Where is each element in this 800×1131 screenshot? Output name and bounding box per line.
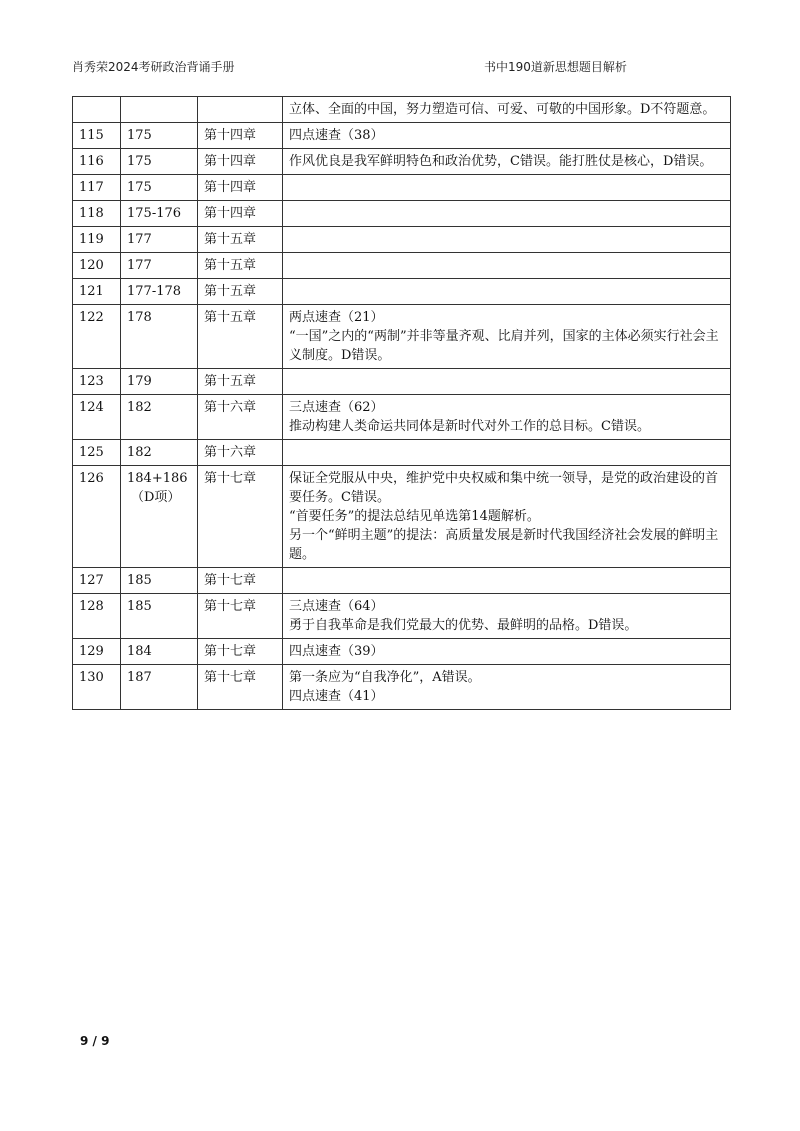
page-ref: 184+186 xyxy=(127,471,188,486)
analysis-line: 四点速查（39） xyxy=(289,644,384,659)
table-row xyxy=(73,639,731,665)
page-ref-cell xyxy=(121,594,198,639)
page-ref-cell xyxy=(121,369,198,395)
page-ref: 177-178 xyxy=(127,284,182,299)
chapter-cell: 第十五章 xyxy=(198,227,283,253)
chapter-cell xyxy=(198,97,283,123)
page-ref-cell xyxy=(121,201,198,227)
chapter-cell: 第十五章 xyxy=(198,369,283,395)
chapter-cell: 第十七章 xyxy=(198,594,283,639)
question-number-cell: 120 xyxy=(73,253,121,279)
chapter-cell: 第十七章 xyxy=(198,466,283,568)
table-row xyxy=(73,279,731,305)
analysis-cell xyxy=(283,440,731,466)
page-ref: 178 xyxy=(127,310,152,325)
table-row xyxy=(73,395,731,440)
question-number-cell: 126 xyxy=(73,466,121,568)
table-row xyxy=(73,201,731,227)
question-number-cell: 119 xyxy=(73,227,121,253)
table-row xyxy=(73,149,731,175)
analysis-line: 三点速查（64） xyxy=(289,599,384,614)
question-number-cell: 124 xyxy=(73,395,121,440)
table-row xyxy=(73,227,731,253)
page-ref-cell xyxy=(121,123,198,149)
question-number-cell: 118 xyxy=(73,201,121,227)
page-ref: 179 xyxy=(127,374,152,389)
question-number-cell: 115 xyxy=(73,123,121,149)
analysis-line: 两点速查（21） xyxy=(289,310,384,325)
page-ref: 177 xyxy=(127,258,152,273)
question-number-cell: 127 xyxy=(73,568,121,594)
analysis-cell xyxy=(283,594,731,639)
page-ref: 187 xyxy=(127,670,152,685)
table-row xyxy=(73,594,731,639)
analysis-cell xyxy=(283,395,731,440)
table-row xyxy=(73,253,731,279)
page-ref: 175-176 xyxy=(127,206,182,221)
analysis-cell xyxy=(283,568,731,594)
page-ref-cell xyxy=(121,227,198,253)
chapter-cell: 第十六章 xyxy=(198,395,283,440)
table-row xyxy=(73,466,731,568)
page-ref: 182 xyxy=(127,445,152,460)
question-number-cell: 130 xyxy=(73,665,121,710)
analysis-cell xyxy=(283,201,731,227)
table-row xyxy=(73,97,731,123)
page-ref: 182 xyxy=(127,400,152,415)
question-number-cell: 116 xyxy=(73,149,121,175)
analysis-line: 四点速查（41） xyxy=(289,689,384,704)
analysis-line: 立体、全面的中国，努力塑造可信、可爱、可敬的中国形象。D不符题意。 xyxy=(289,102,716,117)
question-number-cell: 128 xyxy=(73,594,121,639)
question-number-cell: 117 xyxy=(73,175,121,201)
chapter-cell: 第十五章 xyxy=(198,253,283,279)
header-right-title: 书中190道新思想题目解析 xyxy=(484,60,627,74)
page-ref: 177 xyxy=(127,232,152,247)
analysis-cell xyxy=(283,123,731,149)
page-ref-cell xyxy=(121,97,198,123)
chapter-cell: 第十七章 xyxy=(198,639,283,665)
analysis-line: 另一个“鲜明主题”的提法：高质量发展是新时代我国经济社会发展的鲜明主题。 xyxy=(289,528,719,562)
page-ref-cell xyxy=(121,305,198,369)
analysis-line: 四点速查（38） xyxy=(289,128,384,143)
chapter-cell: 第十四章 xyxy=(198,123,283,149)
analysis-line: 勇于自我革命是我们党最大的优势、最鲜明的品格。D错误。 xyxy=(289,618,638,633)
analysis-cell xyxy=(283,639,731,665)
answer-table xyxy=(72,96,731,710)
chapter-cell: 第十七章 xyxy=(198,665,283,710)
table-row xyxy=(73,175,731,201)
analysis-line: “首要任务”的提法总结见单选第14题解析。 xyxy=(289,509,540,524)
question-number-cell: 123 xyxy=(73,369,121,395)
table-row xyxy=(73,123,731,149)
chapter-cell: 第十四章 xyxy=(198,175,283,201)
question-number-cell: 121 xyxy=(73,279,121,305)
analysis-line: 推动构建人类命运共同体是新时代对外工作的总目标。C错误。 xyxy=(289,419,650,434)
chapter-cell: 第十四章 xyxy=(198,149,283,175)
table-row xyxy=(73,568,731,594)
page-ref: 175 xyxy=(127,128,152,143)
chapter-cell: 第十六章 xyxy=(198,440,283,466)
analysis-line: “一国”之内的“两制”并非等量齐观、比肩并列，国家的主体必须实行社会主义制度。D错误。 xyxy=(289,329,719,363)
page-ref-cell xyxy=(121,395,198,440)
page-ref: 185 xyxy=(127,599,152,614)
analysis-cell xyxy=(283,665,731,710)
chapter-cell: 第十四章 xyxy=(198,201,283,227)
analysis-line: 作风优良是我军鲜明特色和政治优势，C错误。能打胜仗是核心，D错误。 xyxy=(289,154,713,169)
table-row xyxy=(73,305,731,369)
question-number-cell: 125 xyxy=(73,440,121,466)
analysis-cell xyxy=(283,279,731,305)
page-ref: 175 xyxy=(127,180,152,195)
page-ref-cell xyxy=(121,440,198,466)
analysis-cell xyxy=(283,253,731,279)
analysis-line: 保证全党服从中央，维护党中央权威和集中统一领导，是党的政治建设的首要任务。C错误。 xyxy=(289,471,719,505)
analysis-cell xyxy=(283,149,731,175)
analysis-cell xyxy=(283,466,731,568)
page-ref-cell xyxy=(121,466,198,568)
header-left-title: 肖秀荣2024考研政治背诵手册 xyxy=(72,60,235,74)
page-ref-cell xyxy=(121,665,198,710)
page-ref-cell xyxy=(121,279,198,305)
page-ref-cell xyxy=(121,175,198,201)
page-ref-cell xyxy=(121,253,198,279)
analysis-cell xyxy=(283,175,731,201)
analysis-cell xyxy=(283,227,731,253)
analysis-line: 第一条应为“自我净化”，A错误。 xyxy=(289,670,481,685)
question-number-cell: 129 xyxy=(73,639,121,665)
chapter-cell: 第十五章 xyxy=(198,279,283,305)
chapter-cell: 第十五章 xyxy=(198,305,283,369)
analysis-line: 三点速查（62） xyxy=(289,400,384,415)
page-ref-note: （D项） xyxy=(131,490,181,505)
chapter-cell: 第十七章 xyxy=(198,568,283,594)
analysis-cell xyxy=(283,369,731,395)
page-ref: 184 xyxy=(127,644,152,659)
page-ref: 175 xyxy=(127,154,152,169)
page-ref-cell xyxy=(121,149,198,175)
question-number-cell xyxy=(73,97,121,123)
table-row xyxy=(73,665,731,710)
analysis-cell xyxy=(283,97,731,123)
question-number-cell: 122 xyxy=(73,305,121,369)
page-ref-cell xyxy=(121,568,198,594)
page-ref-cell xyxy=(121,639,198,665)
page-number: 9 / 9 xyxy=(80,1034,110,1048)
page-ref: 185 xyxy=(127,573,152,588)
table-row xyxy=(73,369,731,395)
analysis-cell xyxy=(283,305,731,369)
table-row xyxy=(73,440,731,466)
